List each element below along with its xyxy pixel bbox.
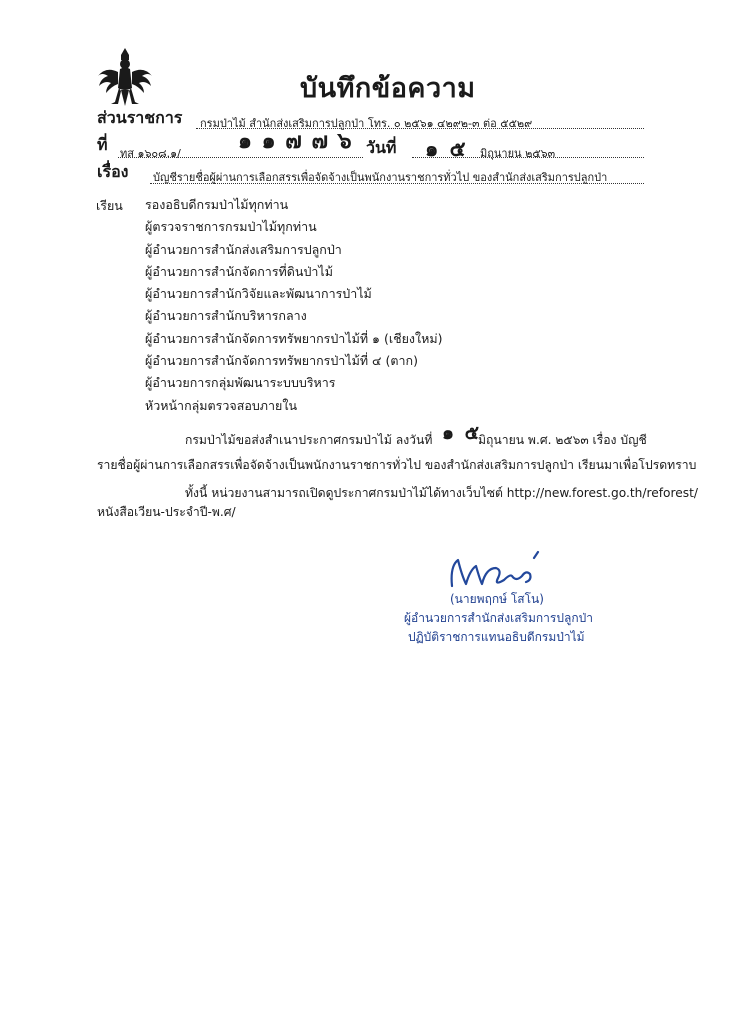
- agency-label: ส่วนราชการ: [97, 108, 183, 127]
- recipient-item: ผู้อำนวยการสำนักส่งเสริมการปลูกป่า: [145, 241, 342, 257]
- recipient-list: [145, 196, 443, 419]
- salutation-label: เรียน: [96, 198, 123, 213]
- recipient-item: ผู้อำนวยการกลุ่มพัฒนาระบบบริหาร: [145, 375, 336, 391]
- agency-text: กรมป่าไม้ สำนักส่งเสริมการปลูกป่า โทร. ๐ ๒๕๖๑ ๔๒๙๒-๓ ต่อ ๕๕๒๙: [200, 117, 533, 130]
- body-paragraph-2-line-2: หนังสือเวียน-ประจำปี-พ.ศ/: [97, 505, 236, 519]
- signatory-delegation: ปฏิบัติราชการแทนอธิบดีกรมป่าไม้: [408, 630, 585, 644]
- recipient-item: ผู้อำนวยการสำนักวิจัยและพัฒนาการป่าไม้: [145, 286, 372, 302]
- recipient-item: รองอธิบดีกรมป่าไม้ทุกท่าน: [145, 197, 289, 212]
- date-day: ๑ ๕: [425, 136, 468, 161]
- recipient-item: ผู้อำนวยการสำนักบริหารกลาง: [145, 308, 307, 324]
- date-month-year: มิถุนายน ๒๕๖๓: [480, 147, 556, 160]
- handwritten-signature: [446, 546, 546, 594]
- recipient-item: ผู้ตรวจราชการกรมป่าไม้ทุกท่าน: [145, 219, 317, 235]
- recipient-item: ผู้อำนวยการสำนักจัดการทรัพยากรป่าไม้ที่ ๔ (ตาก): [145, 353, 418, 369]
- reference-number: ๑ ๑ ๗ ๗ ๖: [238, 128, 353, 154]
- signatory-position: ผู้อำนวยการสำนักส่งเสริมการปลูกป่า: [404, 611, 593, 625]
- date-dotted-line: [412, 157, 644, 158]
- recipient-item: ผู้อำนวยการสำนักจัดการทรัพยากรป่าไม้ที่ ๑ (เชียงใหม่): [145, 330, 443, 346]
- recipient-item: หัวหน้ากลุ่มตรวจสอบภายใน: [145, 397, 298, 413]
- subject-label: เรื่อง: [97, 162, 129, 181]
- body-date-day: ๑ ๕: [442, 422, 482, 444]
- memo-title: บันทึกข้อความ: [300, 73, 476, 104]
- subject-dotted-line: [150, 183, 644, 184]
- subject-text: บัญชีรายชื่อผู้ผ่านการเลือกสรรเพื่อจัดจ้างเป็นพนักงานราชการทั่วไป ของสำนักส่งเสริมการปลูกป่า: [153, 171, 608, 184]
- reference-text: ทส ๑๖๐๘.๑/: [120, 147, 181, 160]
- signatory-name: (นายพฤกษ์ โสโน): [450, 592, 544, 606]
- body-paragraph-1-line-1-end: มิถุนายน พ.ศ. ๒๕๖๓ เรื่อง บัญชี: [478, 433, 647, 447]
- recipient-item: ผู้อำนวยการสำนักจัดการที่ดินป่าไม้: [145, 263, 333, 279]
- date-label: วันที่: [366, 138, 397, 157]
- reference-dotted-line: [118, 157, 363, 158]
- garuda-emblem: [96, 46, 154, 108]
- body-paragraph-1-line-1-start: กรมป่าไม้ขอส่งสำเนาประกาศกรมป่าไม้ ลงวันที่: [185, 433, 433, 447]
- body-paragraph-1-line-2: รายชื่อผู้ผ่านการเลือกสรรเพื่อจัดจ้างเป็นพนักงานราชการทั่วไป ของสำนักส่งเสริมการปลูกป่า เรียนมาเพื่อโปรดทราบ: [97, 458, 697, 472]
- body-paragraph-2-line-1: ทั้งนี้ หน่วยงานสามารถเปิดดูประกาศกรมป่าไม้ได้ทางเว็บไซต์ http://new.forest.go.th/reforest/: [185, 486, 698, 500]
- reference-label: ที่: [97, 135, 108, 154]
